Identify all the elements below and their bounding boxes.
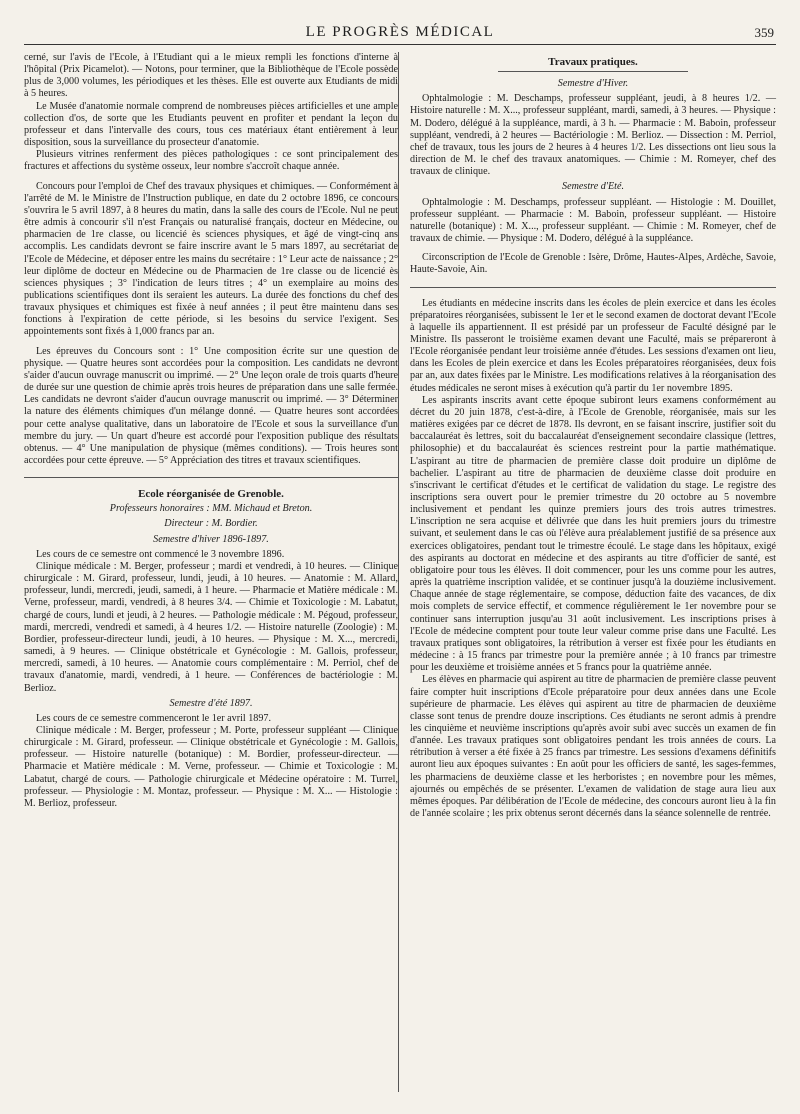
- left-column: [24, 52, 398, 810]
- grenoble-heading: Ecole réorganisée de Grenoble.: [138, 488, 284, 501]
- semestre-hiver-title: Semestre d'hiver 1896-1897.: [153, 533, 269, 545]
- right-semestre-ete-title: Semestre d'Eté.: [562, 181, 624, 193]
- semestre-ete-cours: Clinique médicale : M. Berger, professeur ; M. Porte, professeur suppléant — Clinique chirurgicale : M. Girard, professeur. — Clinique obstétricale et Gynécologie : M. Gallois, professeur. — Histoire naturelle (botanique) : M. Bordier, professeur-directeur. — Pharmacie et Matière médicale : M. Verne, professeur. — Chimie et Toxicologie : M. Labatut, chargé de cours. — Pathologie chirurgicale et Médecine opératoire : M. Turrel, professeur. — Physiologie : M. Montaz, professeur. — Physique : M. X... — Histologie : M. Berlioz, professeur.: [24, 724, 398, 809]
- travaux-hiver: Ophtalmologie : M. Deschamps, professeur suppléant, jeudi, à 8 heures 1/2. — Histoire naturelle : M. X..., professeur suppléant, mardi, samedi, à 3 heures. — Physique : M. Dodero, délégué à la suppléance, mardi, à 3 h. — Pharmacie : M. Baboin, professeur suppléant, vendredi, à 2 heures — Bactériologie : M. Berlioz. — Dissection : M. Perriol, chef de travaux, tous les jours de 2 heures à 4 heures 1/2. Les dissections ont lieu sous la direction de M. le chef des travaux anatomiques. — Chimie : M. Romeyer, chef des travaux de clinique.: [410, 93, 776, 178]
- right-semestre-hiver-title: Semestre d'Hiver.: [557, 78, 629, 90]
- travaux-ete: Ophtalmologie : M. Deschamps, professeur suppléant. — Histologie : M. Douillet, professeur suppléant. — Pharmacie : M. Baboin, professeur suppléant. — Histoire naturelle (botanique) : M. X..., professeur suppléant. — Chimie : M. Romeyer, chef de travaux de chimie. — Physique : M. Dodero, délégué à la suppléance.: [410, 196, 776, 245]
- pharmacie-paragraph: Les élèves en pharmacie qui aspirent au titre de pharmacien de première classe peuvent faire compter huit inscriptions d'Ecole préparatoire pour deux années dans une Ecole supérieure de pharmacie. Les élèves qui aspirent au titre de pharmacien de deuxième classe sont tenus de prendre douze inscriptions. Ces étudiants ne seront admis à prendre les cinquième et neuvième inscriptions qu'après avoir subi avec succès un examen de fin d'année. Les travaux pratiques sont obligatoires pendant les trois années de cours. La rétribution à verser a été fixée à 25 francs par trimestre. Les sessions d'examens définitifs auront lieu aux époques suivantes : En août pour les officiers de santé, les sages-femmes, les pharmaciens de deuxième classe et les herboristes ; en novembre pour les mêmes, ajournés ou empêchés de se présenter. L'examen de validation de stage aura lieu aux mêmes époques. Par délibération de l'Ecole de médecine, des concours auront lieu à la fin de l'année scolaire ; les prix obtenus seront décernés dans la séance solennelle de rentrée.: [410, 674, 776, 820]
- epreuves-paragraph: Les épreuves du Concours sont : 1° Une composition écrite sur une question de physique. — Quatre heures sont accordées pour la composition. Les candidats ne devront s'aider d'aucun ouvrage manuscrit ou imprimé. — 2° Une leçon orale de trois quarts d'heure de durée sur une question de chimie après trois heures de préparation dans une salle fermée. Les candidats ne devront s'aider d'aucun ouvrage manuscrit ou imprimé. — 3° Déterminer la nature des éléments chimiques d'un mélange donné. — Quatre heures sont accordées pour cette analyse qualitative, dans un laboratoire de l'Ecole et sous la surveillance d'un membre du jury. — Un quart d'heure est accordé pour l'exposition publique des résultats obtenus. — 4° Une manipulation de physique (mêmes conditions). — Trois heures sont accordées pour cette épreuve. — 5° Appréciation des titres et travaux scientifiques.: [24, 345, 398, 466]
- right-column: [410, 52, 776, 820]
- etudiants-paragraph: Les étudiants en médecine inscrits dans les écoles de plein exercice et dans les écoles préparatoires réorganisées, subissent le 1er et le second examen de doctorat devant l'Ecole à laquelle ils appartiennent. Il est présidé par un professeur de Faculté désigné par le Ministre. Ils passeront le troisième examen devant une Faculté, mais se prépareront à l'Ecole réorganisée pendant leur troisième année d'études. Les sessions d'examen ont lieu, dans les Ecoles de plein exercice et dans les Ecoles préparatoires réorganisées, deux fois par an, aux dates fixées par le Ministre. Les modifications relatives à la réorganisation des études médicales ne seront mises à exécution qu'à partir du 1er novembre 1895.: [410, 297, 776, 394]
- intro-paragraph-1: cerné, sur l'avis de l'Ecole, à l'Etudiant qui a le mieux rempli les fonctions d'interne à l'hôpital (Prix Picamelot). — Notons, pour terminer, que la Bibliothèque de l'Ecole possède plus de 3,000 volumes, les périodiques et les thèses. Elle est ouverte aux Etudiants de midi à 5 heures.: [24, 52, 398, 100]
- aspirants-paragraph: Les aspirants inscrits avant cette époque subiront leurs examens conformément au décret du 20 juin 1878, c'est-à-dire, à l'Ecole de Grenoble, réorganisée, mais sur les matières exigées par ce décret de 1878. Ils devront, en se faisant inscrire, justifier soit du baccalauréat ès lettres, soit du baccalauréat d'enseignement secondaire classique (lettres, philosophie) et du baccalauréat ès sciences restreint pour la partie mathématique. L'aspirant au titre de pharmacien de première classe doit produire un diplôme de bachelier. L'aspirant au titre de pharmacien de deuxième classe doit produire en s'inscrivant le certificat d'études et le certificat de validation du stage. Le registre des inscriptions sera ouvert pour le premier trimestre du 20 octobre au 5 novembre inclusivement et pendant les quinze premiers jours des trois autres trimestres. L'inscription ne sera acquise et délivrée que dans les huit premiers jours du trimestre suivant, et seulement dans le cas où l'élève aura préalablement justifié de sa présence aux exercices obligatoires, pendant tout le trimestre écoulé. Le stage dans les hôpitaux, exigé des aspirants au doctorat en médecine et des aspirants au titre d'officier de santé, est obligatoire pour tous les élèves. Il doit commencer, pour les uns comme pour les autres, après la quatrième inscription validée, et se continuer jusqu'à la douzième inclusivement. Chaque année de stage réglementaire, se compose, déduction faite des vacances, de dix mois complets de service effectif, et commence régulièrement le 1er novembre pour se continuer sans interruption jusqu'au 31 août inclusivement. Les inscriptions prises à l'Ecole de médecine comptent pour toute leur valeur comme prise dans une Faculté. Les travaux pratiques sont obligatoires, la rétribution à verser est fixée pour les étudiants en médecine : à 15 francs par trimestre pour la première année ; à 10 francs par trimestre pour les deuxième et troisième années et 5 francs pour la quatrième année.: [410, 394, 776, 674]
- semestre-hiver-intro: Les cours de ce semestre ont commencé le 3 novembre 1896.: [36, 548, 285, 560]
- travaux-heading: Travaux pratiques.: [548, 56, 638, 68]
- section-divider-right: [410, 287, 776, 288]
- semestre-ete-title: Semestre d'été 1897.: [169, 697, 253, 709]
- page-header: [24, 22, 776, 45]
- heading-underline: [498, 71, 688, 72]
- intro-paragraph-3: Plusieurs vitrines renferment des pièces pathologiques : ce sont principalement des fractures et affections du système osseux, leur nombre s'accroît chaque année.: [24, 149, 398, 173]
- section-divider: [24, 477, 398, 478]
- directeur-line: Directeur : M. Bordier.: [164, 518, 258, 530]
- circonscription: Circonscription de l'Ecole de Grenoble : Isère, Drôme, Hautes-Alpes, Ardèche, Savoie, Haute-Savoie, Ain.: [410, 252, 776, 276]
- semestre-ete-intro: Les cours de ce semestre commenceront le 1er avril 1897.: [36, 712, 272, 724]
- semestre-hiver-cours: Clinique médicale : M. Berger, professeur ; mardi et vendredi, à 10 heures. — Clinique chirurgicale : M. Girard, professeur, lundi, jeudi, à 10 heures. — Anatomie : M. Allard, professeur, lundi, mercredi, jeudi, samedi, à 1 heure. — Pharmacie et Matière médicale : M. Verne, professeur, mardi, vendredi, à 8 heures 3/4. — Chimie et Toxicologie : M. Labatut, chargé de cours, lundi et jeudi, à 2 heures. — Pathologie médicale : M. Pégoud, professeur, mardi, mercredi, vendredi et samedi, à 4 heures 1/2. — Histoire naturelle (Zoologie) : M. Bordier, professeur-directeur lundi, jeudi, à 10 heures. — Physique : M. X..., mercredi, samedi, à 9 heures. — Clinique obstétricale et Gynécologie : M. Gallois, professeur, mercredi, samedi, à 10 heures. — Anatomie cours complémentaire : M. Perriol, chef de travaux d'anatomie, mardi, vendredi, à 1 heure. — Conférences de bactériologie : M. Berlioz.: [24, 560, 398, 694]
- column-divider: [398, 52, 399, 1092]
- intro-paragraph-2: Le Musée d'anatomie normale comprend de nombreuses pièces artificielles et une ample collection d'os, de sorte que les Etudiants peuvent en profiter et pendant la leçon du professeur et dans l'intervalle des cours, tous ces matériaux étant entièrement à leur disposition, sous la surveillance du prosecteur d'anatomie.: [24, 100, 398, 149]
- journal-title: LE PROGRÈS MÉDICAL: [305, 24, 495, 40]
- professeurs-honoraires: Professeurs honoraires : MM. Michaud et Breton.: [109, 503, 313, 515]
- concours-paragraph: Concours pour l'emploi de Chef des travaux physiques et chimiques. — Conformément à l'arrêté de M. le Ministre de l'Instruction publique, en date du 2 octobre 1896, ce concours s'ouvrira le 5 avril 1897, à 8 heures du matin, dans la salle des cours de l'Ecole. Nul ne peut être admis à concourir s'il n'est Français ou naturalisé français, docteur en Médecine, ou pharmacien de 1re classe, ou licencié ès sciences physiques, et âgé de vingt-cinq ans accomplis. Les candidats devront se faire inscrire avant le 5 mars 1897, au secrétariat de l'Ecole de Médecine, et déposer entre les mains du secrétaire : 1° Leur acte de naissance ; 2° leur diplôme de docteur en Médecine ou de Pharmacien de 1re classe ou de licencié ès sciences physiques ; 3° l'indication de leurs titres ; 4° un exemplaire au moins des publications scientifiques dont ils seraient les auteurs. La durée des fonctions du chef des travaux physiques et chimiques est fixée à neuf années ; il peut être maintenu dans ses fonctions à l'expiration de cette période, si les besoins du service l'exigent. Ses appointements sont fixés à 1,000 francs par an.: [24, 180, 398, 338]
- page-number: 359: [754, 25, 774, 40]
